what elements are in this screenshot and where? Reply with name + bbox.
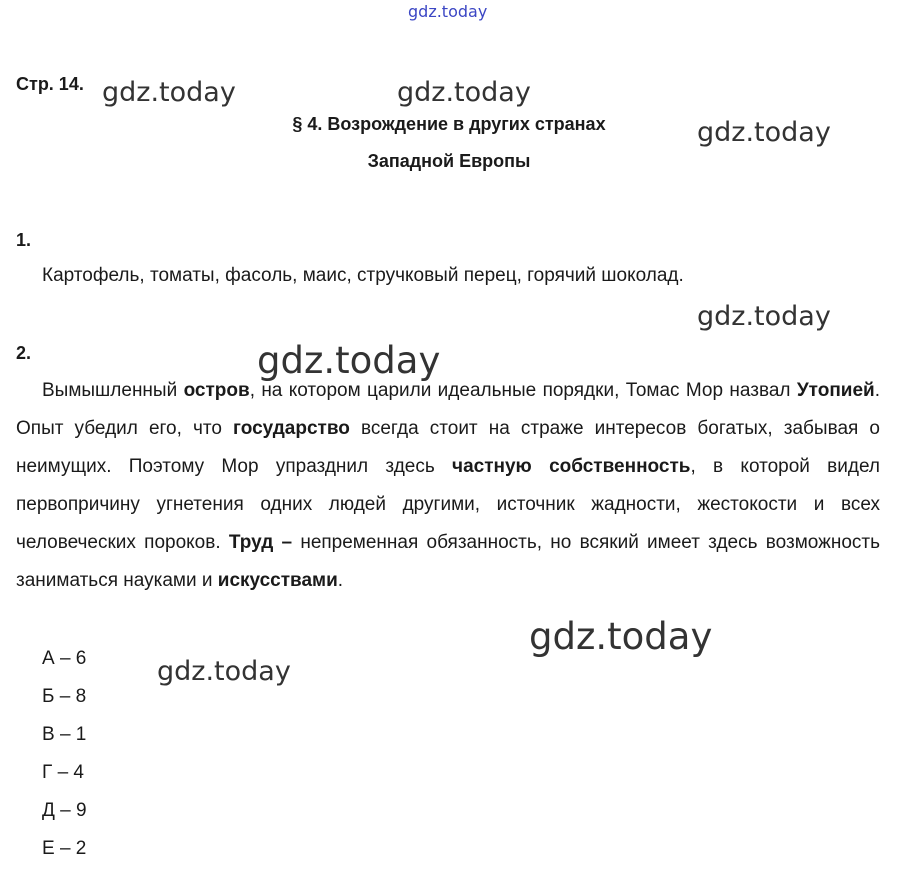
bold-term: искусствами — [217, 570, 338, 591]
paragraph-text: , на котором царили идеальные порядки, Томас Мор назвал — [249, 380, 797, 401]
watermark-text: gdz.today — [102, 77, 236, 108]
bold-term: Труд – — [228, 532, 293, 553]
task-1-answer: Картофель, томаты, фасоль, маис, стручковый перец, горячий шоколад. — [42, 265, 684, 286]
match-list — [42, 640, 87, 868]
match-item: А – 6 — [42, 648, 87, 669]
paragraph-text: непременная обязанность, но всякий имеет здесь возможность заниматься науками и — [16, 532, 880, 591]
header-watermark-link[interactable]: gdz.today — [408, 2, 488, 21]
bold-term: частную собственность — [452, 456, 691, 477]
match-item: В – 1 — [42, 724, 87, 745]
bold-term: государство — [233, 418, 350, 439]
paragraph-text: . — [337, 570, 344, 591]
bold-term: остров — [183, 380, 250, 401]
watermark-text: gdz.today — [257, 339, 441, 382]
match-item: Д – 9 — [42, 800, 87, 821]
paragraph-text: всегда стоит на страже интересов богатых, забывая о неимущих. Поэтому Мор упразднил здесь — [16, 418, 880, 477]
match-item: Е – 2 — [42, 838, 87, 859]
match-item: Г – 4 — [42, 762, 84, 783]
task-2-number: 2. — [16, 343, 32, 363]
section-title-line1: § 4. Возрождение в других странах — [292, 114, 606, 134]
watermark-text: gdz.today — [397, 77, 531, 108]
watermark-text: gdz.today — [157, 656, 291, 687]
task-2-paragraph — [16, 372, 880, 600]
match-item: Б – 8 — [42, 686, 87, 707]
watermark-text: gdz.today — [529, 615, 713, 658]
watermark-text: gdz.today — [697, 301, 831, 332]
paragraph-text: , в которой видел первопричину угнетения одних людей другими, источник жадности, жестокости и всех человеческих пороков. — [16, 456, 880, 553]
section-title-line2: Западной Европы — [367, 151, 531, 171]
page-label: Стр. 14. — [16, 74, 84, 94]
watermark-text: gdz.today — [697, 117, 831, 148]
bold-term: Утопией — [796, 380, 875, 401]
paragraph-text: . Опыт убедил его, что — [16, 380, 881, 439]
task-1-number: 1. — [16, 230, 32, 250]
paragraph-text: Вымышленный — [42, 380, 184, 401]
